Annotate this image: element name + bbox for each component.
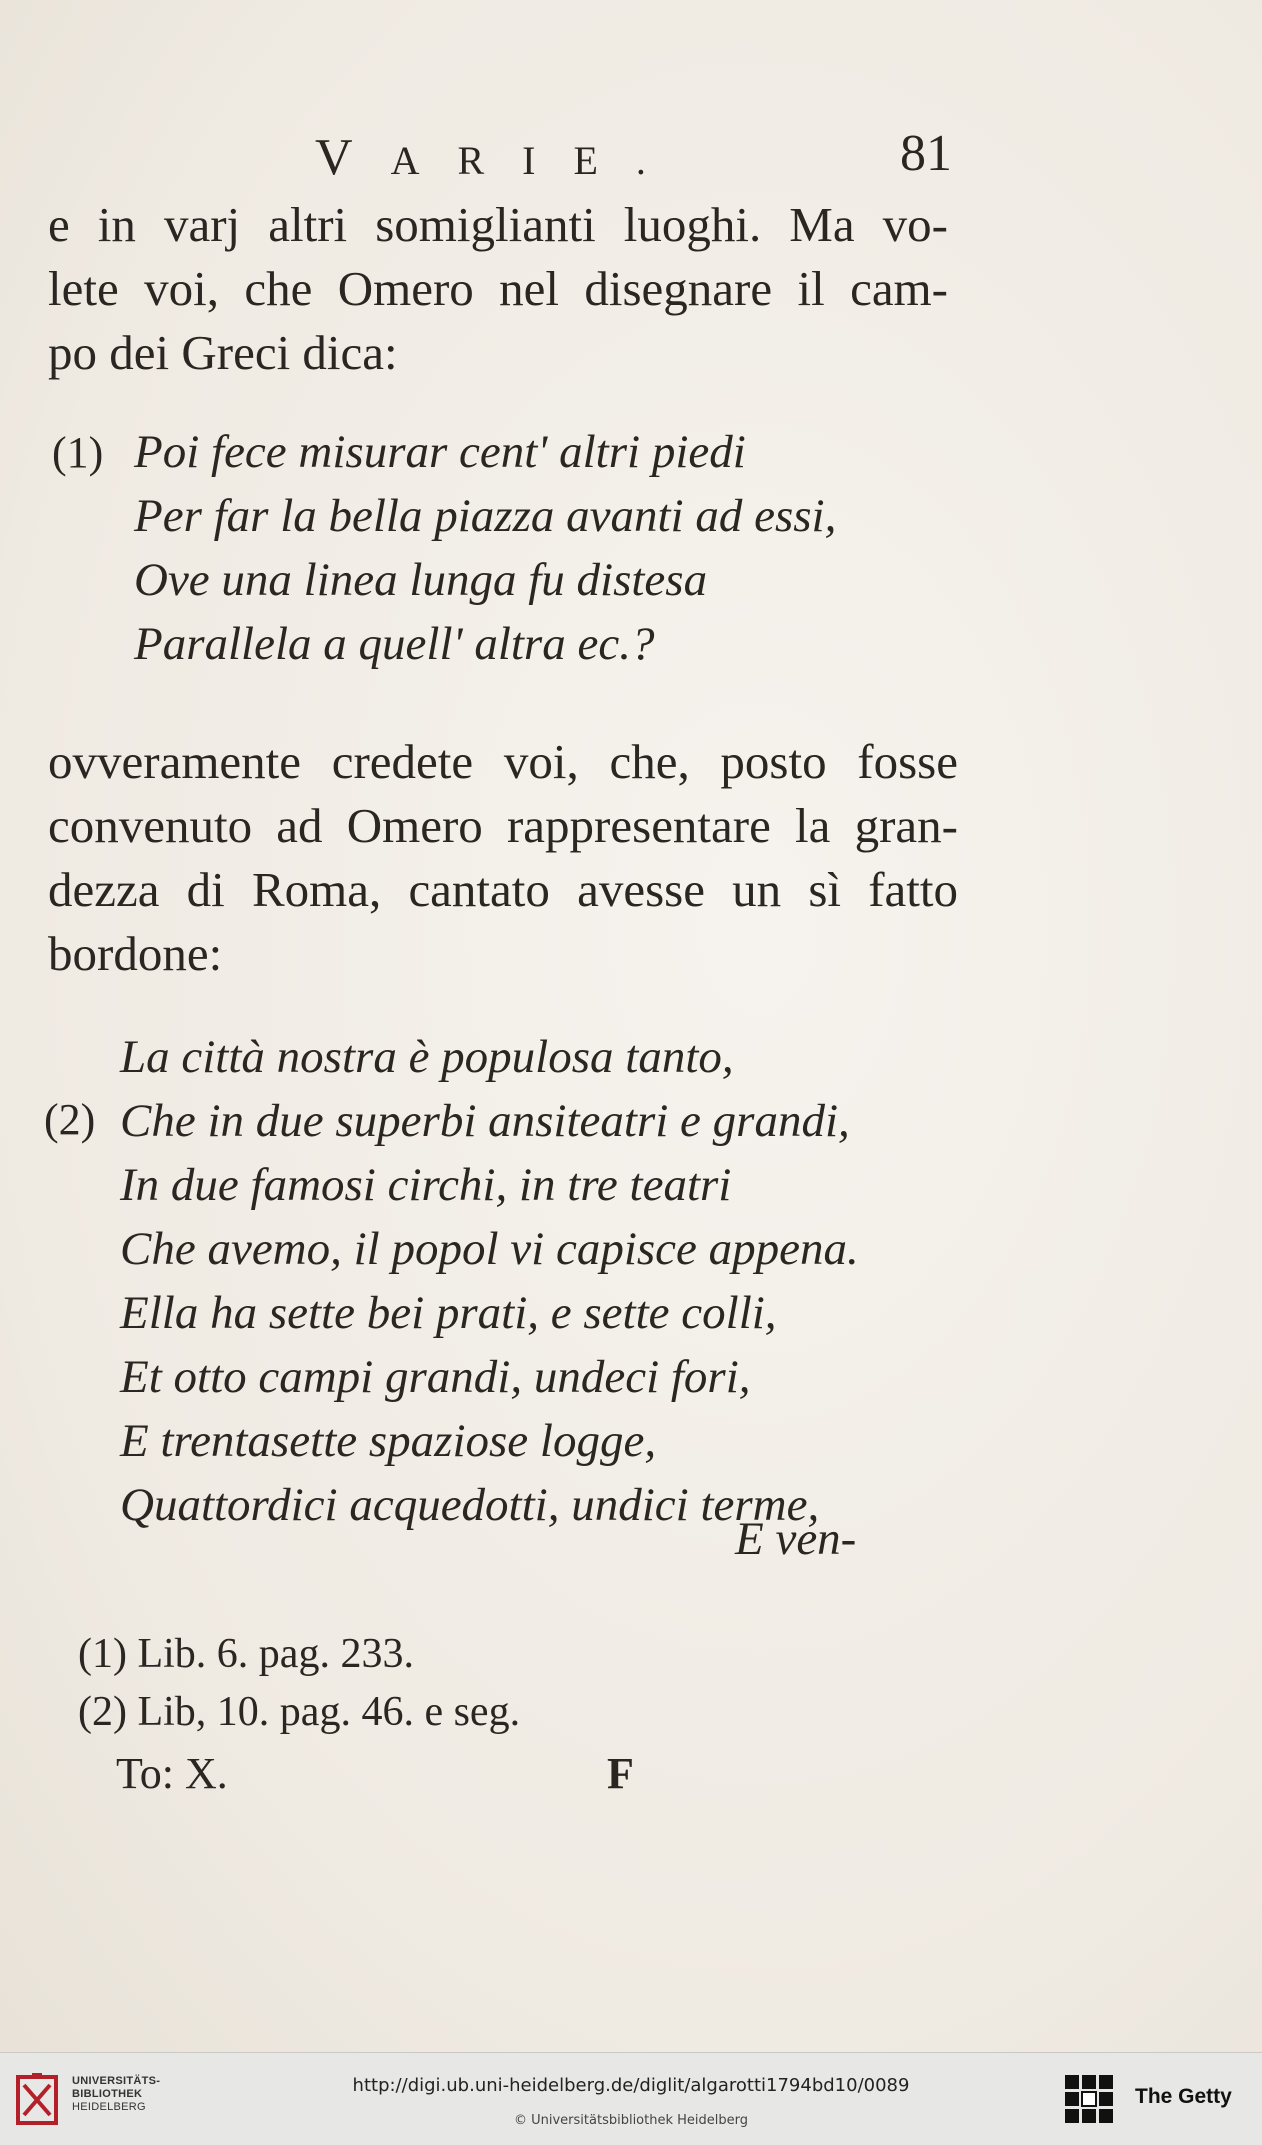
footnote: (2) Lib, 10. pag. 46. e seg. [78, 1689, 521, 1735]
paragraph-2 [48, 730, 958, 986]
text-line: convenuto ad Omero rappresentare la gran- [48, 798, 958, 853]
getty-logo-icon[interactable] [1063, 2073, 1115, 2127]
verse-line: In due famosi circhi, in tre teatri [120, 1159, 732, 1211]
library-name: UNIVERSITÄTS- BIBLIOTHEK HEIDELBERG [72, 2075, 161, 2113]
verse-line: Che in due superbi ansiteatri e grandi, [120, 1095, 850, 1147]
viewer-footer [0, 2052, 1262, 2145]
verse-line: Parallela a quell' altra ec.? [134, 618, 655, 670]
paragraph-1 [48, 193, 948, 385]
gathering-signature: F [607, 1749, 634, 1798]
verse-line: Ella ha sette bei prati, e sette colli, [120, 1287, 777, 1339]
running-head [0, 125, 1262, 188]
copyright-notice: © Universitätsbibliothek Heidelberg [513, 2113, 748, 2128]
verse-line: Poi fece misurar cent' altri piedi [134, 426, 746, 478]
verse-line: Et otto campi grandi, undeci fori, [120, 1351, 751, 1403]
verse-quote-1 [52, 425, 972, 685]
text-line: bordone: [48, 926, 223, 981]
verse-line: Ove una linea lunga fu distesa [134, 554, 708, 606]
footnote-marker: (2) [44, 1095, 96, 1144]
catchword: E ven- [735, 1513, 857, 1565]
verse-line: Per far la bella piazza avanti ad essi, [134, 490, 837, 542]
footnote-marker: (1) [52, 428, 104, 477]
text-line: lete voi, che Omero nel disegnare il cam- [48, 261, 948, 316]
text-line: po dei Greci dica: [48, 325, 398, 380]
page-number: 81 [900, 125, 952, 182]
running-head-title: VARIE. [315, 129, 684, 186]
volume-signature: To: X. [116, 1749, 228, 1798]
verse-line: Quattordici acquedotti, undici terme, [120, 1479, 820, 1531]
verse-quote-2 [44, 1030, 984, 1530]
text-line: dezza di Roma, cantato avesse un sì fatto [48, 862, 958, 917]
text-line: e in varj altri somiglianti luoghi. Ma vo- [48, 197, 948, 252]
footnotes [78, 1630, 778, 1750]
text-line: ovveramente credete voi, che, posto fosse [48, 734, 958, 789]
partner-name[interactable]: The Getty [1135, 2085, 1232, 2108]
verse-line: La città nostra è populosa tanto, [120, 1031, 734, 1083]
footnote: (1) Lib. 6. pag. 233. [78, 1631, 414, 1677]
permalink-url[interactable]: http://digi.ub.uni-heidelberg.de/diglit/algarotti1794bd10/0089 [352, 2075, 910, 2096]
verse-line: E trentasette spaziose logge, [120, 1415, 657, 1467]
verse-line: Che avemo, il popol vi capisce appena. [120, 1223, 859, 1275]
